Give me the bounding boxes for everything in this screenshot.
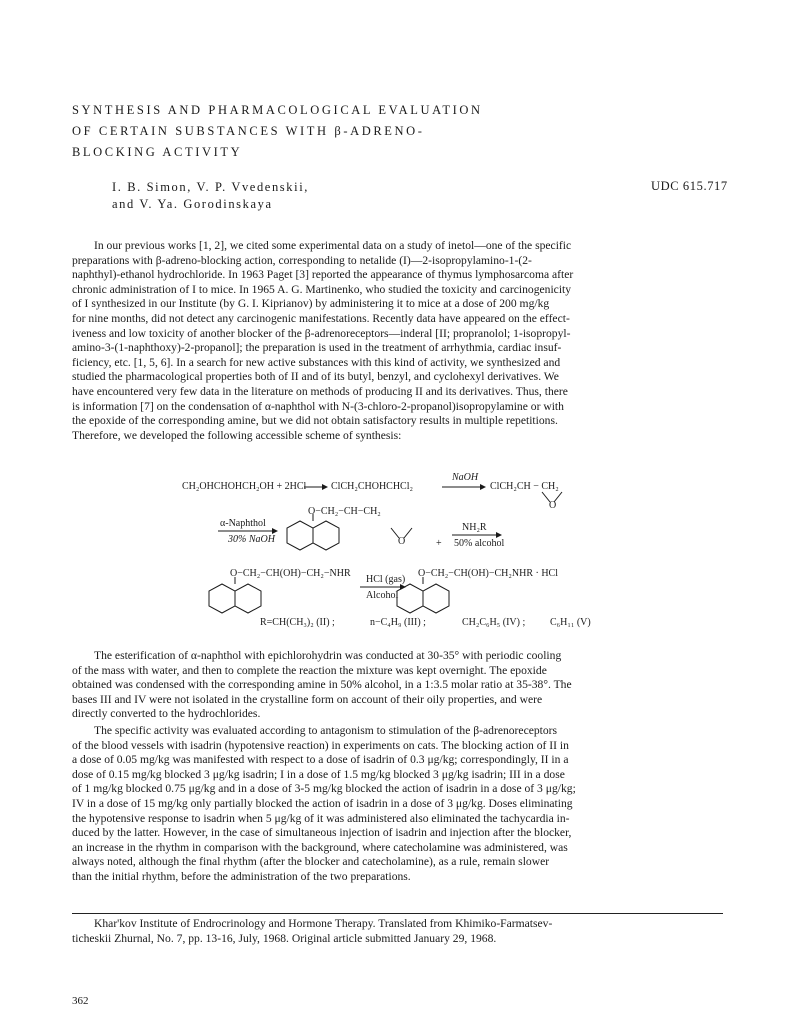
text-line: of the blood vessels with isadrin (hypotensive reaction) in experiments on cats. The blocking action of II in <box>72 738 569 752</box>
text-line: have encountered very few data in the literature on methods of producing II and its derivatives. Thus, there <box>72 384 568 398</box>
scheme-alcohol-50: 50% alcohol <box>454 538 505 549</box>
text-line: an increase in the rhythm in comparison with the background, where catecholamine was administered, was <box>72 840 568 854</box>
scheme-r-isopropyl: R=CH(CH₃)₂ (II) ; <box>260 617 335 628</box>
scheme-r-butyl: n−C₄H₉ (III) ; <box>370 617 426 628</box>
text-line: a dose of 0.05 mg/kg was manifested with respect to a dose of isadrin of 0.3 μg/kg; correspondingly, II in a <box>72 753 569 767</box>
text-line: IV in a dose of 15 mg/kg only partially blocked the action of isadrin in a dose of 3 μg/kg. Doses eliminating <box>72 796 573 810</box>
text-line: preparations with β-adreno-blocking action, corresponding to netalide (I)—2-isopropylamino-1-(2- <box>72 253 532 267</box>
paragraph-synthesis <box>72 649 723 722</box>
footnote-line: ticheskii Zhurnal, No. 7, pp. 13-16, July, 1968. Original article submitted January 29, 1968. <box>72 931 497 945</box>
footnote-line: Khar'kov Institute of Endrocrinology and Hormone Therapy. Translated from Khimiko-Farmatsev- <box>94 917 553 930</box>
text-line: directly converted to the hydrochlorides. <box>72 707 261 721</box>
scheme-reactant: CH₂OHCHOHCH₂OH + 2HCl <box>182 481 307 492</box>
text-line: duced by the latter. However, in the case of simultaneous injection of isadrin and injection after the blocker, <box>72 826 572 840</box>
scheme-glycidyl-ether: O−CH₂−CH−CH₂ <box>308 506 381 517</box>
footnote <box>72 917 723 946</box>
scheme-amino-alcohol: O−CH₂−CH(OH)−CH₂−NHR <box>230 568 351 579</box>
scheme-hcl-gas: HCl (gas) <box>366 574 406 585</box>
text-line: chronic administration of I to mice. In 1965 A. G. Martinenko, who studied the toxicity and carcinogenicity <box>72 282 572 296</box>
text-line: of 1 mg/kg blocked 0.75 μg/kg and in a dose of 3-5 mg/kg blocked the action of isadrin in a dose of 3 μg/kg; <box>72 782 576 796</box>
scheme-amine: NH₂R <box>462 522 487 533</box>
scheme-r-cyclohexyl: C₆H₁₁ (V) <box>550 617 591 628</box>
paragraph-activity <box>72 724 723 885</box>
udc-code: UDC 615.717 <box>651 179 728 193</box>
text-line: the hypotensive response to isadrin when 5 μg/kg of it was administered also eliminated the tachycardia in- <box>72 811 570 825</box>
scheme-glycidyl-oxygen: O <box>398 536 406 547</box>
text-line: of I synthesized in our Institute (by G. I. Kiprianov) by administering it to mice at a dose of 200 mg/kg <box>72 297 550 311</box>
text-line: bases III and IV were not isolated in the crystalline form on account of their oily properties, and were <box>72 692 543 706</box>
scheme-epichlorohydrin: ClCH₂CH − CH₂ <box>490 481 559 492</box>
text-line: dose of 0.15 mg/kg blocked 3 μg/kg isadrin; I in a dose of 1.5 mg/kg blocked 3 μg/kg isadrin; III in a dose <box>72 767 565 781</box>
text-line: studied the pharmacological properties both of II and of its butyl, benzyl, and cyclohexyl derivatives. We <box>72 370 559 384</box>
text-line: for nine months, did not detect any carcinogenic manifestations. Recently data have appeared on the effect- <box>72 311 570 325</box>
text-line: naphthyl)-ethanol hydrochloride. In 1963 Paget [3] reported the appearance of thymus lymphosarcoma after <box>72 268 574 282</box>
page-number: 362 <box>72 995 89 1007</box>
text-line: obtained was condensed with the corresponding amine in 50% alcohol, in a 1:3.5 molar ratio at 35-38°. The <box>72 678 572 692</box>
scheme-naphthol: α-Naphthol <box>220 518 266 529</box>
paragraph-intro <box>72 239 723 443</box>
title-line: OF CERTAIN SUBSTANCES WITH β-ADRENO- <box>72 124 425 138</box>
article-title <box>72 100 483 163</box>
footnote-divider <box>72 913 723 914</box>
text-line: the epoxide of the corresponding amine, but we did not obtain satisfactory results in multiple repetitions. <box>72 414 558 428</box>
scheme-alcohol: Alcohol <box>366 590 399 601</box>
text-line: iveness and low toxicity of another blocker of the β-adrenoreceptors—inderal [II; propranolol; 1-isopropyl- <box>72 326 571 340</box>
text-line: of the mass with water, and then to complete the reaction the mixture was kept overnight. The epoxide <box>72 663 547 677</box>
synthesis-scheme <box>182 450 790 635</box>
text-line: always noted, although the final rhythm (after the blocker and catecholamine), as a rule, remain slower <box>72 855 550 869</box>
title-line: BLOCKING ACTIVITY <box>72 145 243 159</box>
text-line: amino-3-(1-naphthoxy)-2-propanol]; the preparation is used in the treatment of arrhythmia, cardiac insuf- <box>72 341 562 355</box>
scheme-r-benzyl: CH₂C₆H₅ (IV) ; <box>462 617 526 628</box>
title-line: SYNTHESIS AND PHARMACOLOGICAL EVALUATION <box>72 103 483 117</box>
text-line: ficiency, etc. [1, 5, 6]. In a search for new active substances with this kind of activity, we synthesized and <box>72 355 561 369</box>
scheme-dichlorohydrin: ClCH₂CHOHCHCl₂ <box>331 481 413 492</box>
text-line: is information [7] on the condensation of α-naphthol with N-(3-chloro-2-propanol)isopropylamine or with <box>72 399 564 413</box>
authors-line: I. B. Simon, V. P. Vvedenskii, <box>112 180 309 194</box>
scheme-naoh-30: 30% NaOH <box>228 534 275 545</box>
text-line: The specific activity was evaluated according to antagonism to stimulation of the β-adrenoreceptors <box>94 724 558 737</box>
scheme-naoh: NaOH <box>452 472 479 483</box>
authors-line: and V. Ya. Gorodinskaya <box>112 197 273 211</box>
scheme-hydrochloride: O−CH₂−CH(OH)−CH₂NHR · HCl <box>418 568 559 579</box>
scheme-plus: + <box>436 538 442 549</box>
authors <box>112 179 309 213</box>
text-line: In our previous works [1, 2], we cited some experimental data on a study of inetol—one of the specific <box>94 239 572 252</box>
text-line: than the initial rhythm, before the administration of the two preparations. <box>72 869 411 883</box>
text-line: The esterification of α-naphthol with epichlorohydrin was conducted at 30-35° with periodic cooling <box>94 649 562 662</box>
text-line: Therefore, we developed the following accessible scheme of synthesis: <box>72 428 402 442</box>
scheme-epoxide-oxygen: O <box>549 500 557 511</box>
